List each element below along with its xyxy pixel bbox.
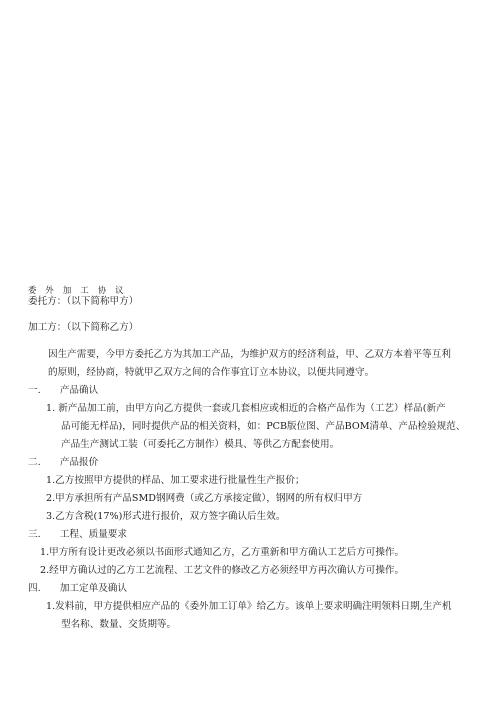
section-heading: 四. 加工定单及确认 (28, 583, 127, 594)
section-line: 产品生产测试工装（可委托乙方制作）模具、等供乙方配套使用。 (61, 439, 340, 450)
section-heading: 一. 产品确认 (28, 385, 99, 396)
section-heading: 三. 工程、质量要求 (28, 529, 127, 540)
preamble-line: 的原则，经协商，特就甲乙双方之间的合作事宜订立本协议，以便共同遵守。 (48, 367, 375, 378)
preamble-line: 因生产需要，今甲方委托乙方为其加工产品，为维护双方的经济利益，甲、乙双方本着平等互利 (48, 349, 451, 360)
section-line: 1.发料前，甲方提供相应产品的《委外加工订单》给乙方。该单上要求明确注明领料日期,生产机 (46, 601, 452, 612)
document-title: 委 外 加 工 协 议 (28, 285, 127, 295)
section-heading: 二. 产品报价 (28, 457, 99, 468)
section-line: 2.经甲方确认过的乙方工艺流程、工艺文件的修改乙方必须经甲方再次确认方可操作。 (40, 565, 405, 576)
section-line: 品可能无样品)，同时提供产品的相关资料，如：PCB版位图、产品BOM清单、产品检验规范、 (61, 421, 466, 432)
section-line: 型名称、数量、交货期等。 (61, 619, 177, 630)
section-line: 1.乙方按照甲方提供的样品、加工要求进行批量性生产报价； (46, 475, 305, 486)
section-line: 2.甲方承担所有产品SMD钢网费（或乙方承接定做），钢网的所有权归甲方 (46, 493, 363, 504)
section-line: 3.乙方含税(17%)形式进行报价，双方签字确认后生效。 (46, 511, 286, 522)
section-line: 1. 新产品加工前，由甲方向乙方提供一套或几套相应或相近的合格产品作为（工艺）样品(新产 (46, 403, 446, 414)
consignor-line: 委托方：（以下简称甲方） (28, 296, 139, 307)
processor-line: 加工方：（以下简称乙方） (28, 322, 139, 333)
section-line: 1.甲方所有设计更改必须以书面形式通知乙方，乙方重新和甲方确认工艺后方可操作。 (40, 547, 405, 558)
